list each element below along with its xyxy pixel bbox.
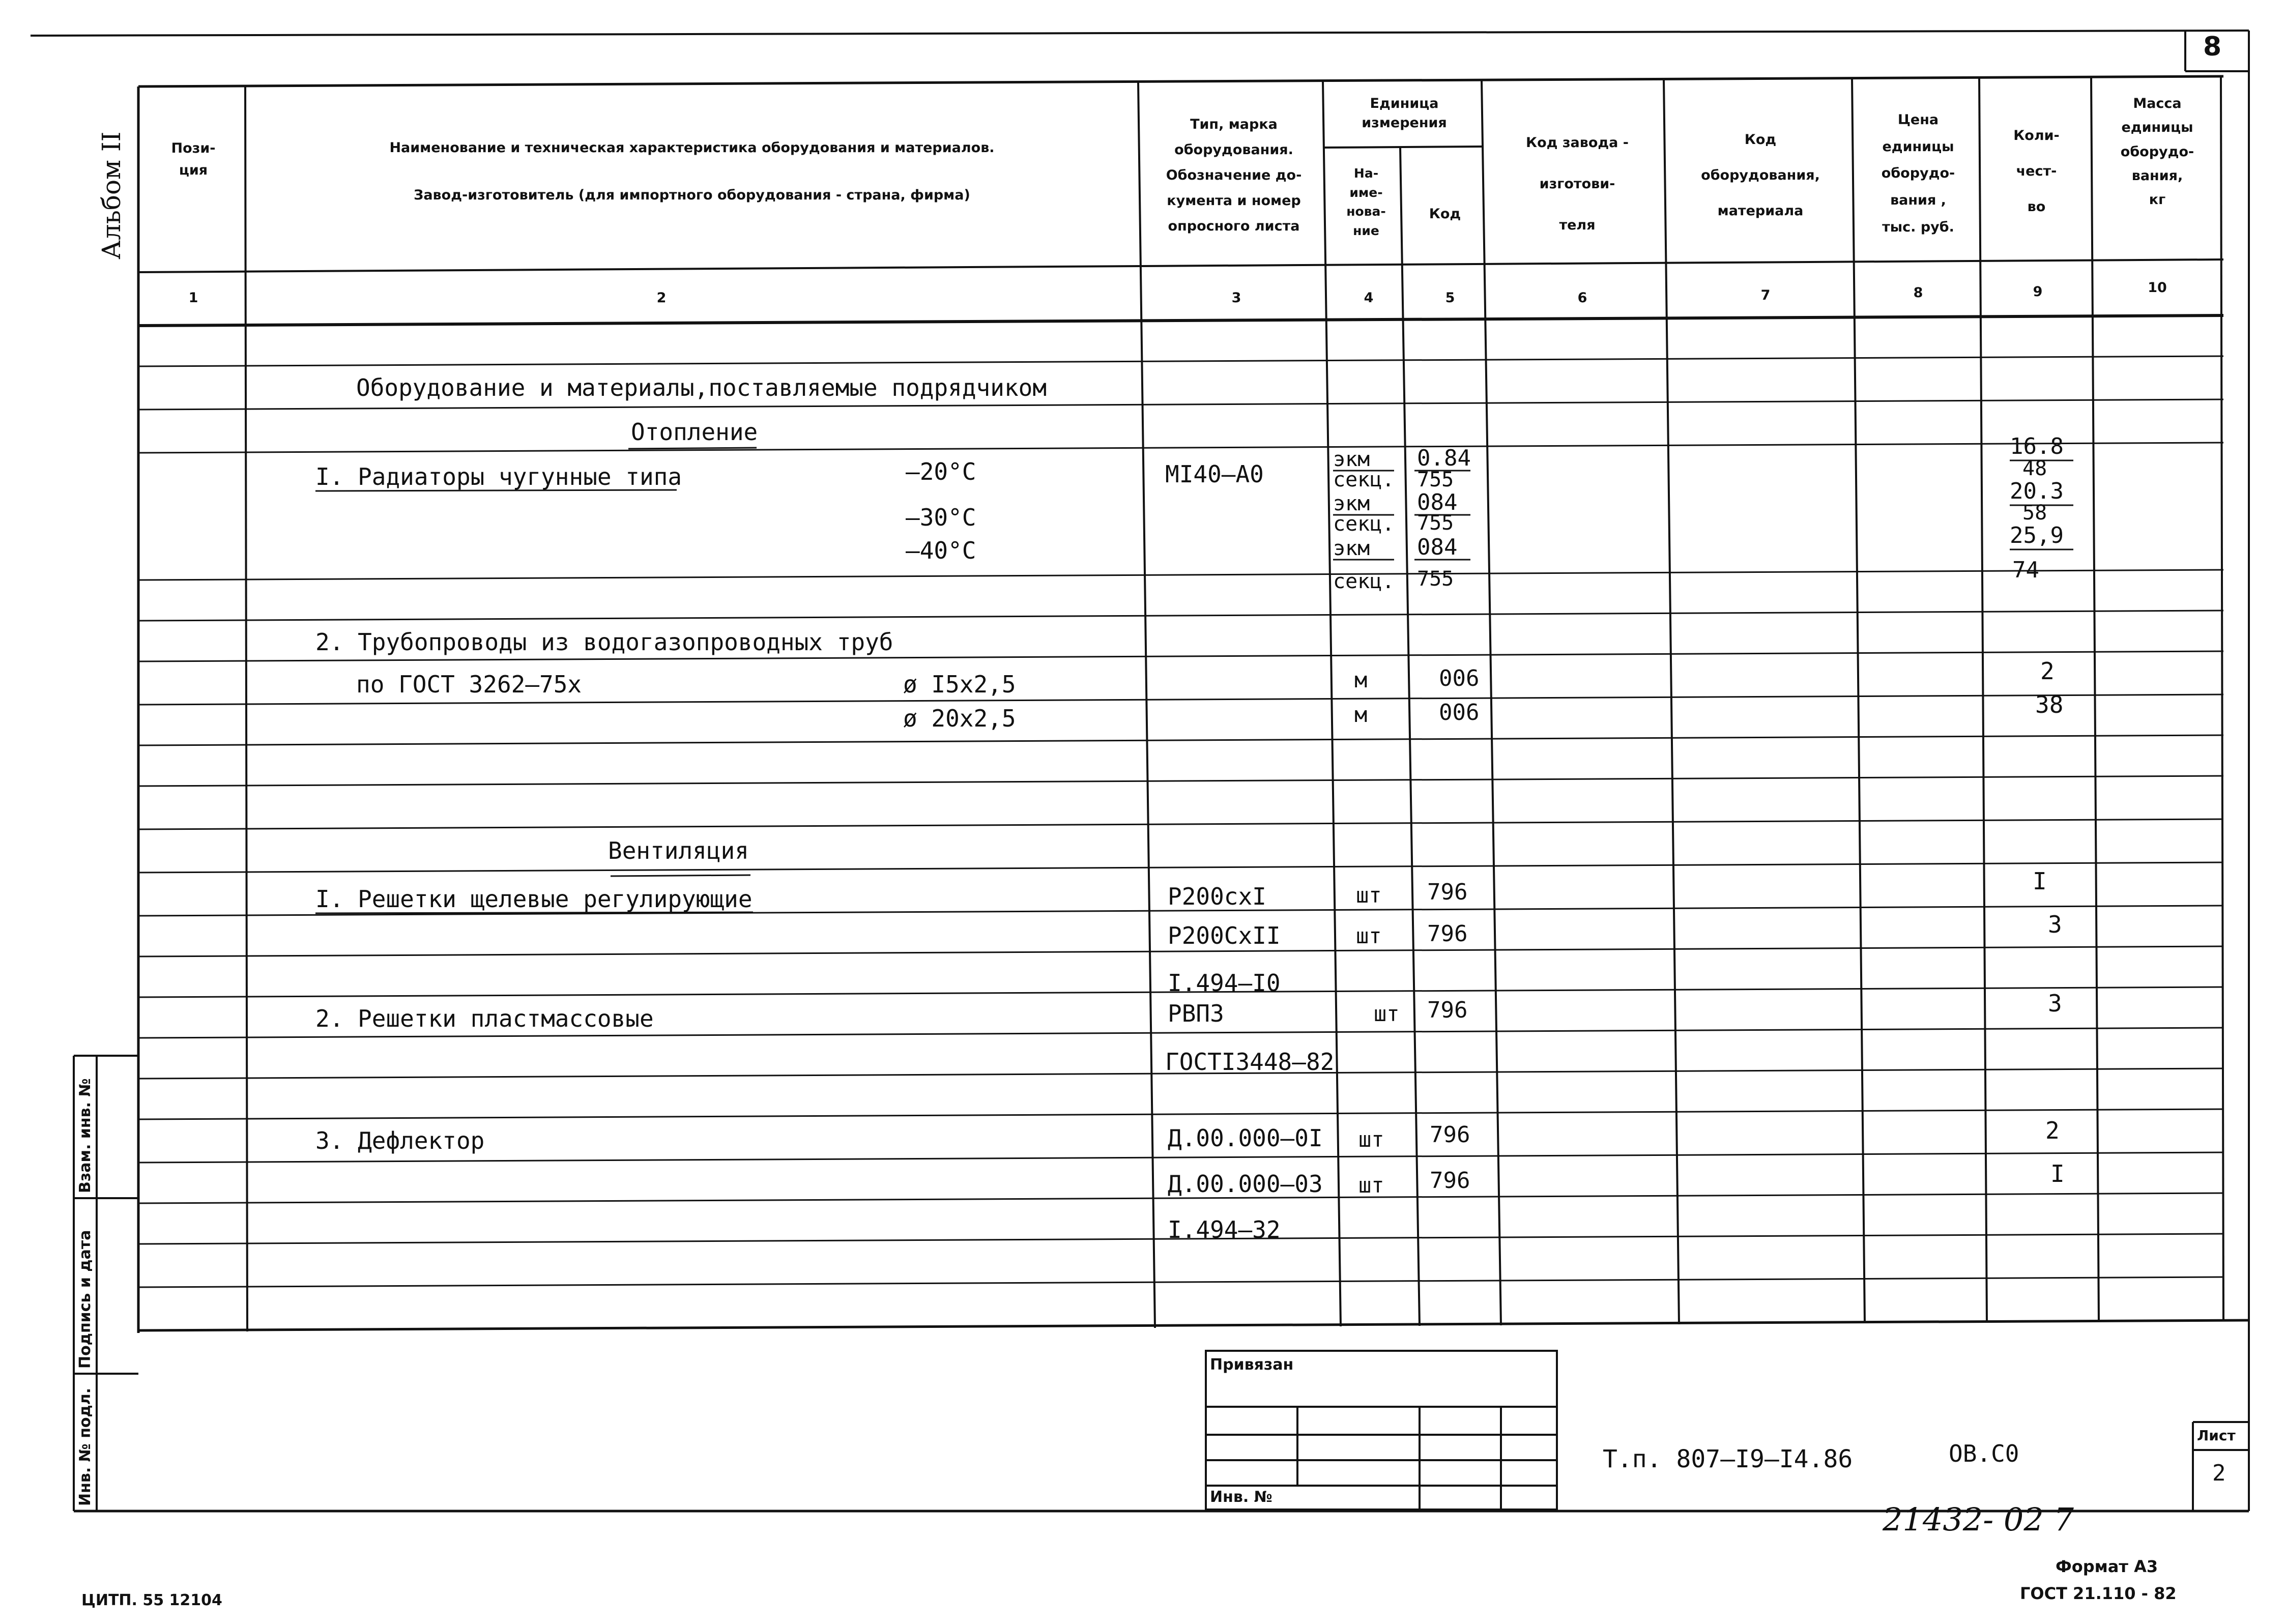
deflector-name: 3. Дефлектор (315, 1127, 485, 1154)
handwritten-number: 21432- 02 7 (1883, 1501, 2074, 1538)
radiator-code-5: 084 (1417, 534, 1458, 560)
stamp-privyazan: Привязан (1210, 1356, 1294, 1374)
colnum-10: 10 (2148, 280, 2167, 296)
deflector-type-1: Д.00.000–0I (1168, 1124, 1323, 1152)
format-label: Формат А3 (2056, 1557, 2158, 1576)
radiator-code-2: 755 (1417, 468, 1454, 491)
header-col9: Коли- чест- во (2013, 128, 2060, 215)
vent-title: Вентиляция (608, 837, 749, 864)
stamp-inv-no: Инв. № (1210, 1488, 1272, 1506)
header-col45-title: Единица измерения (1362, 96, 1447, 131)
grille-plastic-qty: 3 (2048, 990, 2062, 1017)
grille-plastic-name: 2. Решетки пластмассовые (315, 1005, 654, 1032)
radiator-temp-3: –40°С (906, 537, 976, 564)
radiator-type: МI40–А0 (1165, 460, 1264, 488)
deflector-qty-1: 2 (2045, 1117, 2060, 1144)
stamp-code: Т.п. 807–I9–I4.86 (1603, 1445, 1853, 1473)
gost-label: ГОСТ 21.110 - 82 (2020, 1584, 2177, 1603)
header-col10: Масса единицы оборудо- вания, кг (2120, 96, 2194, 208)
deflector-qty-2: I (2050, 1160, 2065, 1187)
colnum-6: 6 (1577, 290, 1587, 306)
header-col4: На- име- нова- ние (1346, 166, 1386, 238)
colnum-3: 3 (1231, 290, 1241, 306)
header-col2-line1: Наименование и техническая характеристика оборудования и материалов. (389, 140, 995, 156)
radiator-temp-1: –20°С (906, 458, 976, 485)
grille-slot-qty-1: I (2033, 867, 2047, 895)
radiator-name: I. Радиаторы чугунные типа (315, 463, 682, 490)
radiator-unit-6: секц. (1333, 570, 1395, 593)
pipes-qty-2: 38 (2035, 691, 2064, 718)
radiator-qty-6: 74 (2012, 557, 2039, 583)
side-inv-podl: Инв. № подл. (76, 1387, 94, 1506)
colnum-2: 2 (656, 290, 667, 306)
stamp-list-no: 2 (2212, 1460, 2226, 1486)
page-number: 8 (2203, 32, 2222, 62)
grille-plastic-code: 796 (1427, 997, 1468, 1023)
radiator-unit-5: экм (1333, 537, 1370, 560)
pipes-name: 2. Трубопроводы из водогазопроводных труб (315, 628, 893, 656)
header-col5: Код (1429, 206, 1461, 222)
colnum-7: 7 (1760, 287, 1771, 303)
radiator-unit-2: секц. (1333, 468, 1395, 491)
header-col7: Код оборудования, материала (1701, 132, 1820, 219)
stamp-mark: ОВ.С0 (1949, 1440, 2019, 1467)
radiator-qty-4: 58 (2022, 501, 2047, 525)
radiator-qty-2: 48 (2022, 457, 2047, 480)
radiator-qty-5: 25,9 (2010, 523, 2064, 548)
radiator-qty-3: 20.3 (2010, 478, 2064, 504)
grille-plastic-gost: ГОСТI3448–82 (1165, 1048, 1335, 1076)
header-col2-line2: Завод-изготовитель (для импортного оборудования - страна, фирма) (414, 187, 970, 203)
header-col3: Тип, марка оборудования. Обозначение до- кумента и номер опросного листа (1166, 117, 1302, 234)
grille-slot-type-1: Р200схI (1168, 883, 1266, 910)
pipes-code-2: 006 (1439, 700, 1480, 726)
radiator-qty-1: 16.8 (2010, 433, 2064, 459)
colnum-5: 5 (1445, 290, 1455, 306)
grille-plastic-type: РВП3 (1168, 1000, 1224, 1027)
radiator-unit-1: экм (1333, 448, 1370, 471)
deflector-unit-2: шт (1358, 1173, 1384, 1198)
side-podpis: Подпись и дата (76, 1230, 94, 1369)
section-title: Оборудование и материалы,поставляемые подрядчиком (356, 374, 1047, 401)
header-col8: Цена единицы оборудо- вания , тыс. руб. (1881, 112, 1955, 235)
colnum-1: 1 (188, 290, 198, 306)
deflector-code-2: 796 (1430, 1168, 1470, 1194)
grille-slot-doc: I.494–I0 (1168, 969, 1281, 997)
pipes-qty-1: 2 (2040, 657, 2055, 685)
pipes-gost: по ГОСТ 3262–75х (356, 671, 582, 698)
pipes-unit-1: м (1354, 668, 1368, 692)
album-label: Альбом II (97, 131, 126, 259)
stamp-list-label: Лист (2197, 1427, 2236, 1444)
heating-title: Отопление (631, 418, 758, 446)
header-col6: Код завода - изготови- теля (1526, 135, 1629, 233)
radiator-code-3: 084 (1417, 489, 1458, 515)
pipes-unit-2: м (1354, 702, 1368, 727)
grille-slot-qty-2: 3 (2048, 911, 2062, 938)
grille-slot-type-2: Р200СхII (1168, 922, 1281, 949)
radiator-unit-4: секц. (1333, 512, 1395, 536)
tsitp-label: ЦИТП. 55 12104 (81, 1591, 222, 1609)
deflector-type-2: Д.00.000–03 (1168, 1170, 1323, 1198)
grille-slot-name: I. Решетки щелевые регулирующие (315, 885, 753, 913)
deflector-doc: I.494–32 (1168, 1216, 1281, 1243)
grille-slot-unit-1: шт (1356, 883, 1382, 908)
radiator-code-4: 755 (1417, 511, 1454, 535)
colnum-8: 8 (1913, 285, 1923, 301)
pipes-diam-1: ø I5х2,5 (903, 671, 1016, 698)
radiator-temp-2: –30°С (906, 504, 976, 531)
deflector-code-1: 796 (1430, 1122, 1470, 1148)
side-vzam: Взам. инв. № (76, 1078, 94, 1193)
radiator-code-1: 0.84 (1417, 445, 1471, 471)
grille-slot-unit-2: шт (1356, 923, 1382, 948)
colnum-9: 9 (2033, 284, 2043, 300)
grille-slot-code-1: 796 (1427, 879, 1468, 905)
deflector-unit-1: шт (1358, 1127, 1384, 1152)
radiator-unit-3: экм (1333, 492, 1370, 515)
grille-slot-code-2: 796 (1427, 921, 1468, 947)
colnum-4: 4 (1364, 290, 1374, 306)
grille-plastic-unit: шт (1374, 1001, 1400, 1026)
header-col1: Пози- ция (171, 140, 216, 179)
pipes-code-1: 006 (1439, 665, 1480, 691)
pipes-diam-2: ø 20х2,5 (903, 705, 1016, 732)
radiator-code-6: 755 (1417, 567, 1454, 591)
